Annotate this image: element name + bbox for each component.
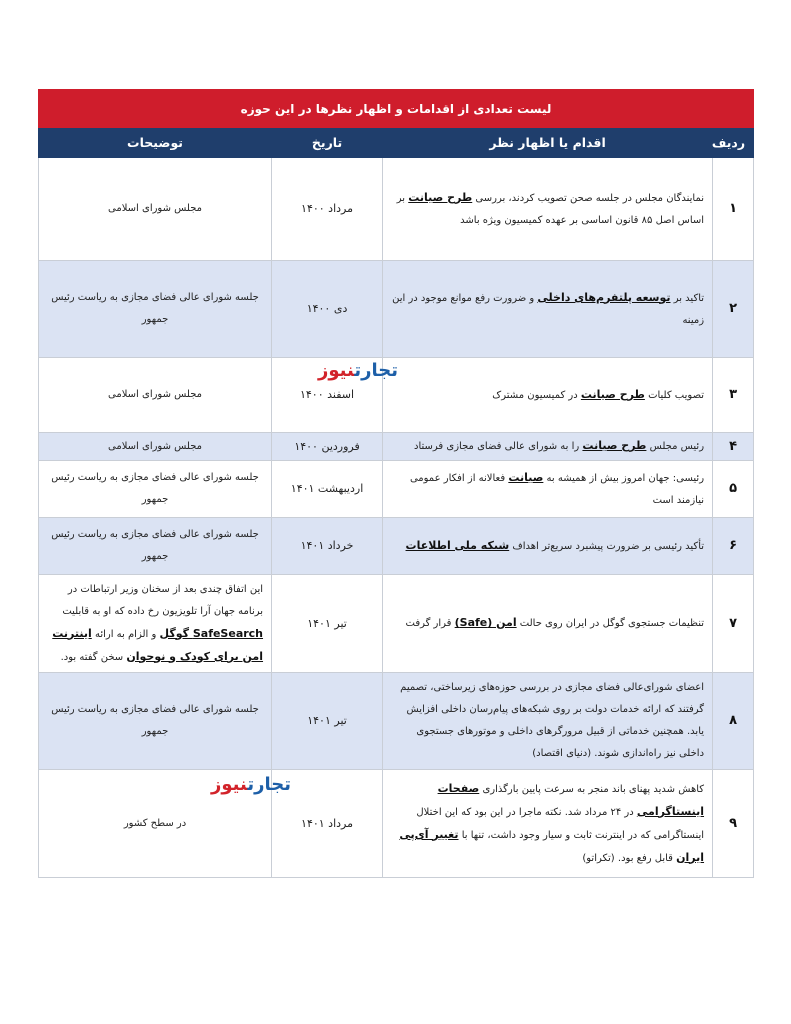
highlighted-term: صفحات اینستاگرامی xyxy=(437,781,705,818)
action-cell: تاکید بر توسعه پلتفرم‌های داخلی و ضرورت رفع موانع موجود در این زمینه xyxy=(383,261,713,358)
row-number: ۲ xyxy=(713,261,754,358)
table-header-row xyxy=(39,128,754,158)
table-row xyxy=(39,158,754,261)
action-cell: کاهش شدید پهنای باند منجر به سرعت پایین بارگذاری صفحات اینستاگرامی در ۲۴ مرداد شد. نکته ماجرا در این بود که این اختلال اینستاگرامی که در اینترنت ثابت و سیار وجود داشت، تنها با تغییر آی‌پی ایران قابل رفع بود. (تکراتو) xyxy=(383,770,713,878)
watermark-logo: تجارتنیوز xyxy=(211,774,291,795)
date-cell: خرداد ۱۴۰۱ xyxy=(272,518,383,575)
highlighted-term: SafeSearch گوگل xyxy=(159,626,264,640)
highlighted-term: طرح صیانت xyxy=(582,439,647,452)
date-cell: اسفند ۱۴۰۰ xyxy=(272,358,383,433)
highlighted-term: طرح صیانت xyxy=(408,190,473,204)
table-row xyxy=(39,461,754,518)
row-number: ۵ xyxy=(713,461,754,518)
date-cell: فروردین ۱۴۰۰ xyxy=(272,433,383,461)
row-number: ۸ xyxy=(713,673,754,770)
table-row xyxy=(39,261,754,358)
date-cell: مرداد ۱۴۰۰ xyxy=(272,158,383,261)
date-cell: تیر ۱۴۰۱ xyxy=(272,673,383,770)
table-title: لیست تعدادی از اقدامات و اظهار نظرها در این حوزه xyxy=(39,90,754,128)
description-cell: جلسه شورای عالی فضای مجازی به ریاست رئیس جمهور xyxy=(39,673,272,770)
highlighted-term: اینترنت امن برای کودک و نوجوان xyxy=(52,626,264,663)
header-action: اقدام یا اظهار نظر xyxy=(383,128,713,158)
row-number: ۳ xyxy=(713,358,754,433)
description-cell: مجلس شورای اسلامی xyxy=(39,433,272,461)
header-row-number: ردیف xyxy=(713,128,754,158)
row-number: ۱ xyxy=(713,158,754,261)
highlighted-term: صیانت xyxy=(508,470,544,484)
table-row xyxy=(39,575,754,673)
action-cell: رئیس مجلس طرح صیانت را به شورای عالی فضای مجازی فرستاد xyxy=(383,433,713,461)
table-row xyxy=(39,770,754,878)
description-cell: مجلس شورای اسلامی xyxy=(39,158,272,261)
actions-table xyxy=(38,89,754,878)
row-number: ۹ xyxy=(713,770,754,878)
highlighted-term: شبکه ملی اطلاعات xyxy=(405,538,510,552)
date-cell: اردیبهشت ۱۴۰۱ xyxy=(272,461,383,518)
action-cell: تأکید رئیسی بر ضرورت پیشبرد سریع‌تر اهداف شبکه ملی اطلاعات xyxy=(383,518,713,575)
action-cell: رئیسی: جهان امروز بیش از همیشه به صیانت فعالانه از افکار عمومی نیازمند است xyxy=(383,461,713,518)
description-cell: جلسه شورای عالی فضای مجازی به ریاست رئیس جمهور xyxy=(39,261,272,358)
description-cell: جلسه شورای عالی فضای مجازی به ریاست رئیس جمهور xyxy=(39,518,272,575)
table-row xyxy=(39,433,754,461)
header-description: توضیحات xyxy=(39,128,272,158)
action-cell: تصویب کلیات طرح صیانت در کمیسیون مشترک xyxy=(383,358,713,433)
description-cell: مجلس شورای اسلامی xyxy=(39,358,272,433)
date-cell: تیر ۱۴۰۱ xyxy=(272,575,383,673)
table-row xyxy=(39,518,754,575)
row-number: ۶ xyxy=(713,518,754,575)
highlighted-term: توسعه پلتفرم‌های داخلی xyxy=(537,290,671,304)
action-cell: نمایندگان مجلس در جلسه صحن تصویب کردند، بررسی طرح صیانت بر اساس اصل ۸۵ قانون اساسی بر عهده کمیسیون ویژه باشد xyxy=(383,158,713,261)
watermark-logo: تجارتنیوز xyxy=(318,360,398,381)
date-cell: دی ۱۴۰۰ xyxy=(272,261,383,358)
row-number: ۴ xyxy=(713,433,754,461)
highlighted-term: طرح صیانت xyxy=(580,387,645,401)
highlighted-term: تغییر آی‌پی ایران xyxy=(399,827,705,864)
description-cell: در سطح کشور xyxy=(39,770,272,878)
header-date: تاریخ xyxy=(272,128,383,158)
date-cell: مرداد ۱۴۰۱ xyxy=(272,770,383,878)
highlighted-term: امن (Safe) xyxy=(454,616,517,629)
action-cell: تنظیمات جستجوی گوگل در ایران روی حالت امن (Safe) قرار گرفت xyxy=(383,575,713,673)
action-cell: اعضای شورای‌عالی فضای مجازی در بررسی حوزه‌های زیرساختی، تصمیم گرفتند که ارائه خدمات دولت بر روی شبکه‌های پیام‌رسان داخلی افزایش یابد. همچنین خدماتی از قبیل مرورگرهای داخلی و موتورهای جستجوی داخلی نیز راه‌اندازی شوند. (دنیای اقتصاد) xyxy=(383,673,713,770)
table-row xyxy=(39,673,754,770)
description-cell: این اتفاق چندی بعد از سخنان وزیر ارتباطات در برنامه جهان آرا تلویزیون رخ داده که او به قابلیت SafeSearch گوگل و الزام به ارائه اینترنت امن برای کودک و نوجوان سخن گفته بود. xyxy=(39,575,272,673)
description-cell: جلسه شورای عالی فضای مجازی به ریاست رئیس جمهور xyxy=(39,461,272,518)
row-number: ۷ xyxy=(713,575,754,673)
